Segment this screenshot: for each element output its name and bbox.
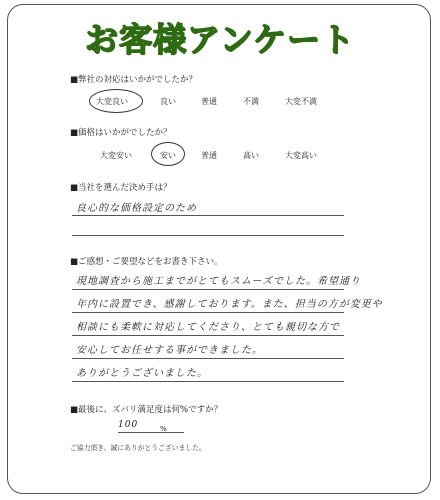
price-option-normal[interactable]: 普通 [201,151,217,160]
answer-line [72,289,344,290]
comment-line-4: 安心してお任せする事ができました。 [76,345,263,356]
survey-title: お客様アンケート [84,20,356,59]
comment-line-3: 相談にも柔軟に対応してくださり、とても親切な方で [76,322,340,333]
price-option-very-expensive[interactable]: 大変高い [285,151,317,160]
price-selected-circle [151,142,185,166]
reason-answer: 良心的な価格設定のため [76,203,197,214]
price-option-expensive[interactable]: 高い [243,151,259,160]
answer-line [72,312,344,313]
satisfaction-value: 100 [118,420,139,430]
thank-you-note: ご協力頂き、誠にありがとうございました。 [70,444,206,452]
service-option-bad[interactable]: 不満 [243,97,259,106]
answer-line [72,235,344,236]
price-option-very-cheap[interactable]: 大変安い [100,151,132,160]
service-option-normal[interactable]: 普通 [201,97,217,106]
answer-line [72,335,344,336]
price-option-cheap[interactable]: 安い [160,151,176,160]
satisfaction-line [118,432,184,433]
comment-line-2: 年内に設置でき、感謝しております。また、担当の方が変更や [76,299,383,310]
comment-line-5: ありがとうございました。 [76,368,208,379]
answer-line [72,358,344,359]
answer-line [72,215,344,216]
service-selected-circle [89,89,143,113]
service-option-very-good[interactable]: 大変良い [96,97,128,106]
question-reason: ■当社を選んだ決め手は？ [70,183,172,193]
question-service: ■弊社の対応はいかがでしたか？ [70,75,198,85]
answer-line [72,381,344,382]
service-option-very-bad[interactable]: 大変不満 [285,97,317,106]
question-satisfaction: ■最後に、ズバリ満足度は何%ですか？ [70,405,223,415]
question-price: ■価格はいかがでしたか？ [70,128,172,138]
service-option-good[interactable]: 良い [160,97,176,106]
satisfaction-unit: % [160,425,167,433]
comment-line-1: 現地調査から施工までがとてもスムーズでした。希望通り [76,276,361,287]
question-comments: ■ご感想・ご要望などをお書き下さい。 [70,257,223,267]
